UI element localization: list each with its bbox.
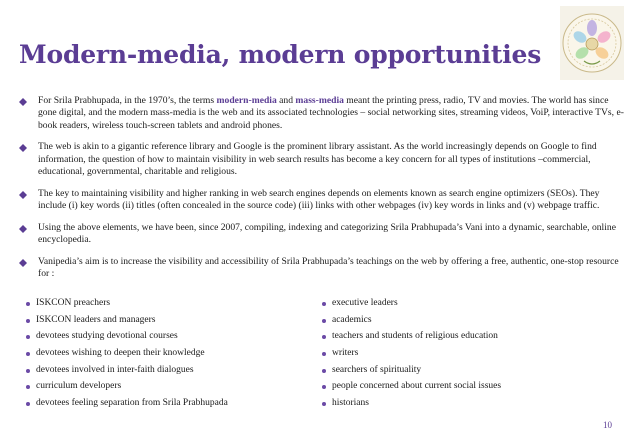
bullet-text: The key to maintaining visibility and higher ranking in web search engines depends on elements known as search engine optimizers (SEOs). They include (i) key words (ii) titles (often concealed in the source code) (iii) links with other webpages (iv) key words in links and (v) webpage traffic. <box>38 187 600 212</box>
bullet-item <box>18 222 624 247</box>
highlight-term: mass-media <box>295 95 344 106</box>
resource-item: devotees feeling separation from Srila Prabhupada <box>20 397 316 414</box>
bullet-item <box>18 188 624 213</box>
dot-icon <box>322 302 326 306</box>
diamond-icon <box>18 224 28 234</box>
dot-icon <box>322 385 326 389</box>
resource-column-right <box>316 297 616 414</box>
resource-item: devotees wishing to deepen their knowledge <box>20 347 316 364</box>
dot-icon <box>26 402 30 406</box>
dot-icon <box>322 335 326 339</box>
dot-icon <box>26 319 30 323</box>
resource-item: teachers and students of religious education <box>316 330 616 347</box>
bullet-text: The web is akin to a gigantic reference library and Google is the prominent library assistant. As the world increasingly depends on Google to find information, the question of how to maintain visibility in web search results has become a key concern for all types of institutions –commercial, educational, governmental, charitable and religious. <box>38 141 597 177</box>
resource-item: academics <box>316 314 616 331</box>
resource-item: devotees involved in inter-faith dialogues <box>20 364 316 381</box>
dot-icon <box>322 319 326 323</box>
dot-icon <box>26 302 30 306</box>
diamond-icon <box>18 143 28 153</box>
dot-icon <box>322 402 326 406</box>
vanipedia-logo <box>560 6 624 80</box>
dot-icon <box>26 369 30 373</box>
diamond-icon <box>18 258 28 268</box>
dot-icon <box>26 335 30 339</box>
bullet-list <box>18 95 624 290</box>
resource-item: writers <box>316 347 616 364</box>
resource-item: ISKCON preachers <box>20 297 316 314</box>
bullet-item <box>18 95 624 132</box>
page-number: 10 <box>603 420 612 430</box>
bullet-text: Vanipedia’s aim is to increase the visibility and accessibility of Srila Prabhupada’s teachings on the web by offering a free, authentic, one-stop resource for : <box>38 255 619 280</box>
resource-column-left <box>20 297 316 414</box>
resource-item: executive leaders <box>316 297 616 314</box>
resource-list <box>20 297 620 414</box>
bullet-item <box>18 141 624 178</box>
bullet-item <box>18 256 624 281</box>
resource-item: historians <box>316 397 616 414</box>
dot-icon <box>26 385 30 389</box>
resource-item: people concerned about current social issues <box>316 380 616 397</box>
resource-item: curriculum developers <box>20 380 316 397</box>
bullet-text: For Srila Prabhupada, in the 1970’s, the terms modern-media and mass-media meant the printing press, radio, TV and movies. The world has since gone digital, and the modern mass-media is the web and its associated technologies – social networking sites, streaming videos, VoiP, interactive TVs, e-book readers, wireless touch-screen tablets and android phones. <box>38 95 624 131</box>
dot-icon <box>26 352 30 356</box>
resource-item: devotees studying devotional courses <box>20 330 316 347</box>
slide-title: Modern-media, modern opportunities <box>19 40 542 69</box>
highlight-term: modern-media <box>216 95 277 106</box>
resource-item: ISKCON leaders and managers <box>20 314 316 331</box>
dot-icon <box>322 352 326 356</box>
diamond-icon <box>18 97 28 107</box>
diamond-icon <box>18 190 28 200</box>
bullet-text: Using the above elements, we have been, since 2007, compiling, indexing and categorizing Srila Prabhupada’s Vani into a dynamic, searchable, online encyclopedia. <box>38 221 616 246</box>
resource-item: searchers of spirituality <box>316 364 616 381</box>
dot-icon <box>322 369 326 373</box>
